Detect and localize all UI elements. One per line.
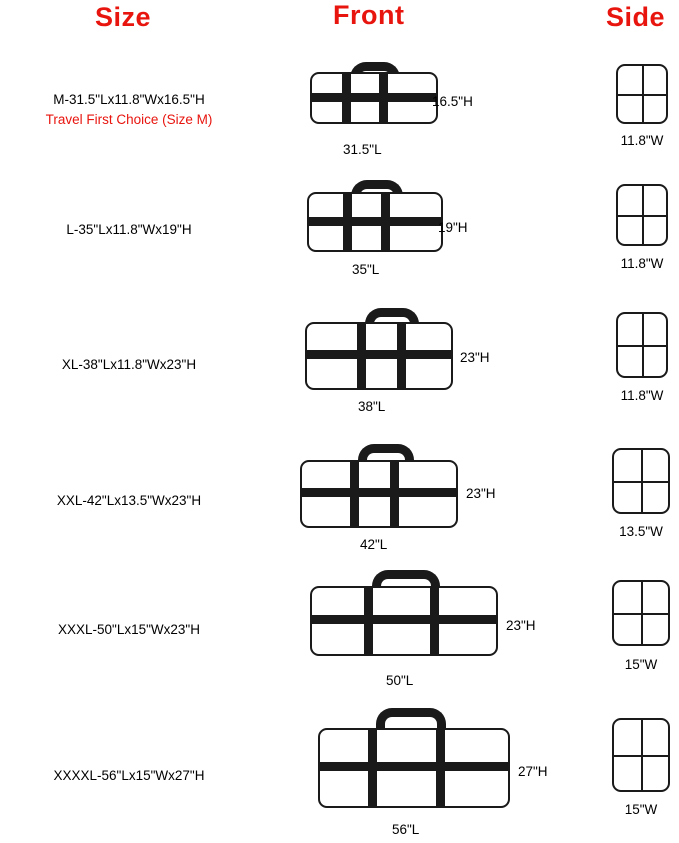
size-label: XXXL-50"Lx15"Wx23"H: [58, 622, 200, 637]
header-size: Size: [95, 2, 152, 32]
size-label-block: [0, 220, 258, 240]
bag-body: [310, 586, 498, 656]
table-row: [0, 568, 679, 690]
bag-strap-horizontal: [312, 93, 436, 102]
front-length-dim: 50"L: [386, 673, 414, 688]
size-label-block: [0, 90, 258, 129]
header-front: Front: [333, 0, 405, 30]
size-label-block: [0, 355, 258, 375]
header-side: Side: [606, 2, 666, 32]
size-label-block: [0, 766, 258, 786]
side-body: [616, 184, 668, 246]
bag-strap-vertical: [436, 730, 445, 806]
front-view: [310, 570, 498, 656]
side-view: [616, 64, 668, 124]
side-width-dim: 11.8"W: [620, 256, 664, 271]
table-row: [0, 52, 679, 162]
side-divider-horizontal: [618, 94, 666, 96]
table-row: [0, 172, 679, 282]
front-height-dim: 16.5"H: [432, 94, 473, 109]
side-width-dim: 11.8"W: [620, 388, 664, 403]
front-height-dim: 23"H: [460, 350, 490, 365]
side-body: [616, 312, 668, 378]
front-length-dim: 31.5"L: [343, 142, 382, 157]
bag-strap-vertical: [379, 74, 388, 122]
size-note: Travel First Choice (Size M): [45, 111, 213, 127]
bag-body: [300, 460, 458, 528]
front-height-dim: 23"H: [506, 618, 536, 633]
size-label: XL-38"Lx11.8"Wx23"H: [61, 357, 197, 372]
table-row: [0, 300, 679, 420]
side-view: [612, 448, 670, 514]
size-label: XXL-42"Lx13.5"Wx23"H: [56, 493, 202, 508]
bag-strap-horizontal: [312, 615, 496, 624]
side-view: [616, 184, 668, 246]
side-view: [612, 718, 670, 792]
front-view: [300, 444, 458, 528]
size-label-block: [0, 491, 258, 511]
size-label: L-35"Lx11.8"Wx19"H: [66, 222, 192, 237]
side-body: [612, 448, 670, 514]
bag-strap-vertical: [390, 462, 399, 526]
bag-strap-vertical: [350, 462, 359, 526]
side-divider-horizontal: [618, 215, 666, 217]
side-body: [616, 64, 668, 124]
front-height-dim: 19"H: [438, 220, 468, 235]
bag-body: [318, 728, 510, 808]
bag-strap-horizontal: [320, 762, 508, 771]
bag-strap-vertical: [364, 588, 373, 654]
bag-strap-vertical: [430, 588, 439, 654]
front-view: [310, 62, 438, 124]
side-body: [612, 580, 670, 646]
side-width-dim: 13.5"W: [619, 524, 663, 539]
front-height-dim: 23"H: [466, 486, 496, 501]
bag-strap-horizontal: [307, 350, 451, 359]
side-width-dim: 11.8"W: [620, 133, 664, 148]
bag-strap-vertical: [381, 194, 390, 250]
side-divider-horizontal: [614, 613, 668, 615]
bag-strap-horizontal: [309, 217, 441, 226]
bag-body: [310, 72, 438, 124]
size-label-block: [0, 620, 258, 640]
bag-body: [305, 322, 453, 390]
side-divider-horizontal: [618, 345, 666, 347]
table-row: [0, 706, 679, 836]
front-length-dim: 42"L: [360, 537, 388, 552]
size-label: M-31.5"Lx11.8"Wx16.5"H: [53, 92, 205, 107]
side-divider-horizontal: [614, 755, 668, 757]
front-length-dim: 35"L: [352, 262, 380, 277]
front-height-dim: 27"H: [518, 764, 548, 779]
bag-strap-vertical: [342, 74, 351, 122]
bag-body: [307, 192, 443, 252]
side-width-dim: 15"W: [624, 802, 658, 817]
front-view: [305, 308, 453, 390]
size-label: XXXXL-56"Lx15"Wx27"H: [53, 768, 205, 783]
side-view: [612, 580, 670, 646]
front-length-dim: 38"L: [358, 399, 386, 414]
chart-header: [0, 0, 679, 44]
bag-strap-horizontal: [302, 488, 456, 497]
side-view: [616, 312, 668, 378]
side-body: [612, 718, 670, 792]
side-divider-horizontal: [614, 481, 668, 483]
bag-strap-vertical: [343, 194, 352, 250]
front-view: [318, 708, 510, 808]
bag-strap-vertical: [397, 324, 406, 388]
bag-strap-vertical: [368, 730, 377, 806]
bag-strap-vertical: [357, 324, 366, 388]
front-view: [307, 180, 443, 252]
front-length-dim: 56"L: [392, 822, 420, 837]
side-width-dim: 15"W: [624, 657, 658, 672]
table-row: [0, 436, 679, 556]
